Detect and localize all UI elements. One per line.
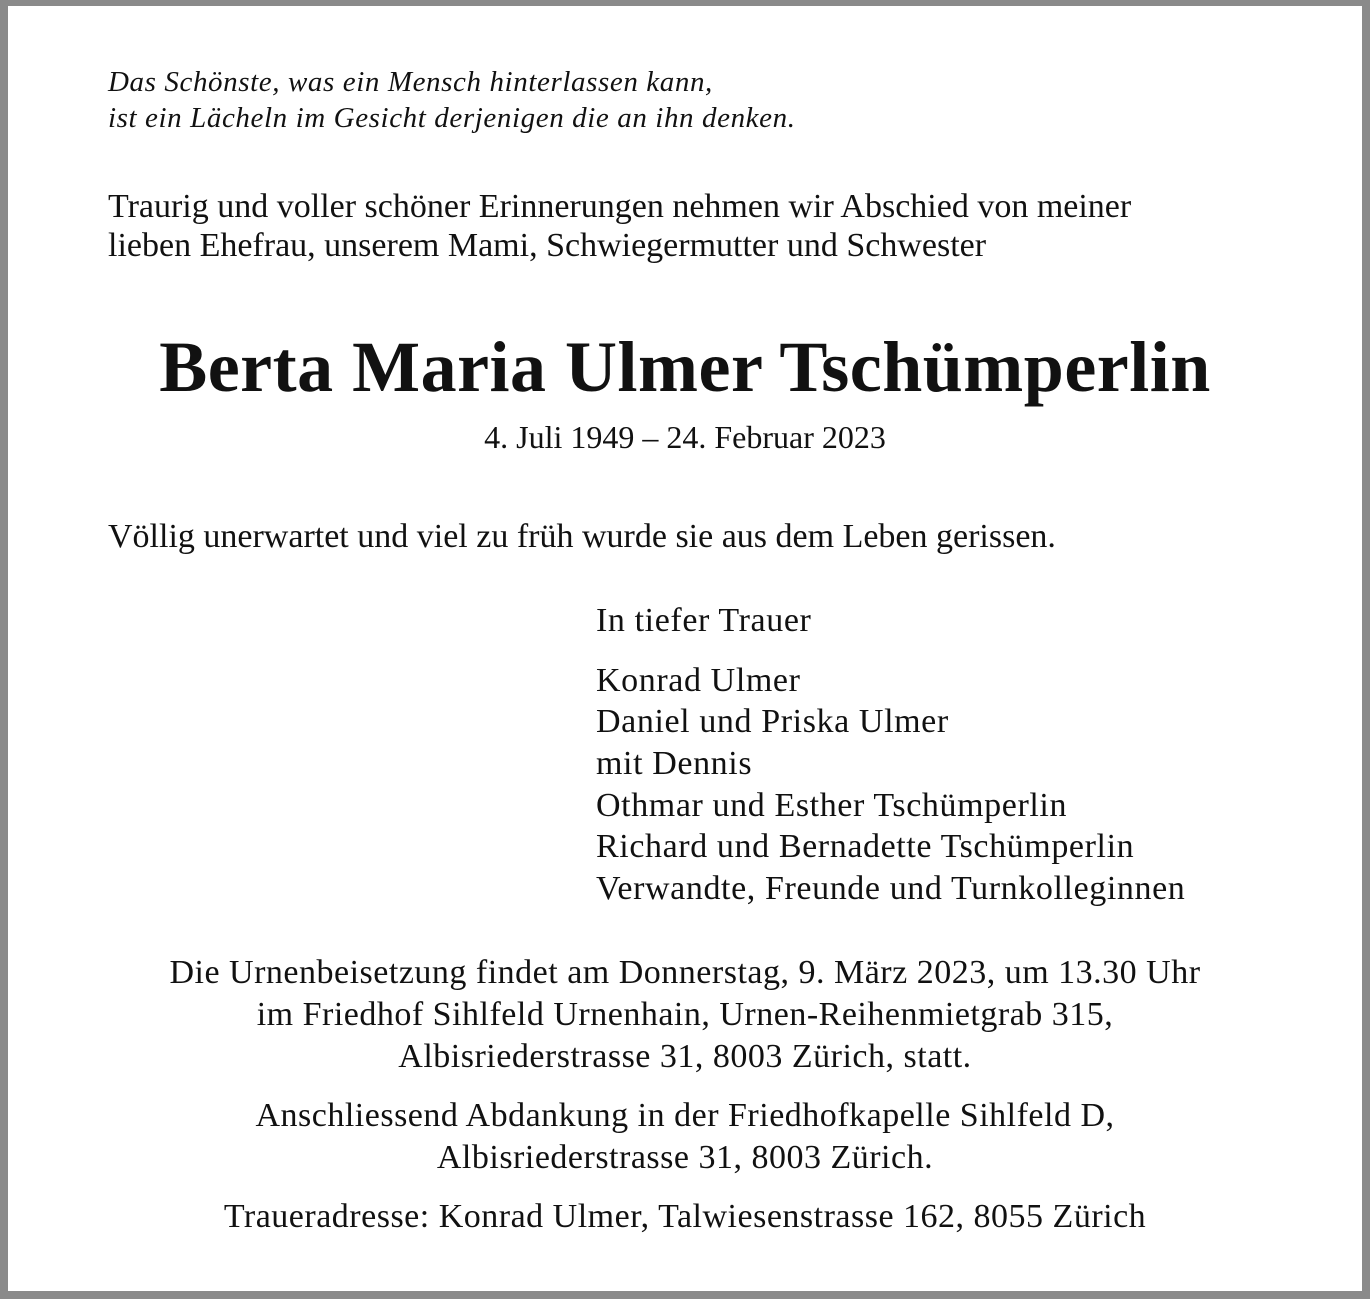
ceremony-line-1: Anschliessend Abdankung in der Friedhofkapelle Sihlfeld D,	[255, 1097, 1115, 1134]
mourner-name: Richard und Bernadette Tschümperlin	[596, 828, 1135, 865]
mourning-heading: In tiefer Trauer	[596, 602, 812, 639]
mourner-name: Othmar und Esther Tschümperlin	[596, 787, 1068, 824]
mourner-name: Konrad Ulmer	[596, 662, 801, 699]
quote-line-2: ist ein Lächeln im Gesicht derjenigen die an ihn denken.	[108, 102, 796, 134]
statement: Völlig unerwartet und viel zu früh wurde sie aus dem Leben gerissen.	[108, 518, 1056, 555]
mourner-name: mit Dennis	[596, 745, 753, 782]
mourner-name: Daniel und Priska Ulmer	[596, 703, 949, 740]
mourning-address: Traueradresse: Konrad Ulmer, Talwiesenstrasse 162, 8055 Zürich	[223, 1198, 1147, 1235]
burial-line-3: Albisriederstrasse 31, 8003 Zürich, statt.	[398, 1038, 972, 1075]
intro-line-1: Traurig und voller schöner Erinnerungen nehmen wir Abschied von meiner	[108, 188, 1132, 225]
life-dates: 4. Juli 1949 – 24. Februar 2023	[484, 419, 886, 455]
deceased-name: Berta Maria Ulmer Tschümperlin	[159, 327, 1211, 407]
intro-line-2: lieben Ehefrau, unserem Mami, Schwiegermutter und Schwester	[108, 227, 987, 264]
ceremony-line-2: Albisriederstrasse 31, 8003 Zürich.	[436, 1139, 934, 1176]
quote-line-1: Das Schönste, was ein Mensch hinterlassen kann,	[108, 66, 713, 98]
burial-line-1: Die Urnenbeisetzung findet am Donnerstag, 9. März 2023, um 13.30 Uhr	[169, 954, 1201, 991]
burial-line-2: im Friedhof Sihlfeld Urnenhain, Urnen-Reihenmietgrab 315,	[256, 996, 1114, 1033]
mourner-name: Verwandte, Freunde und Turnkolleginnen	[596, 870, 1186, 907]
